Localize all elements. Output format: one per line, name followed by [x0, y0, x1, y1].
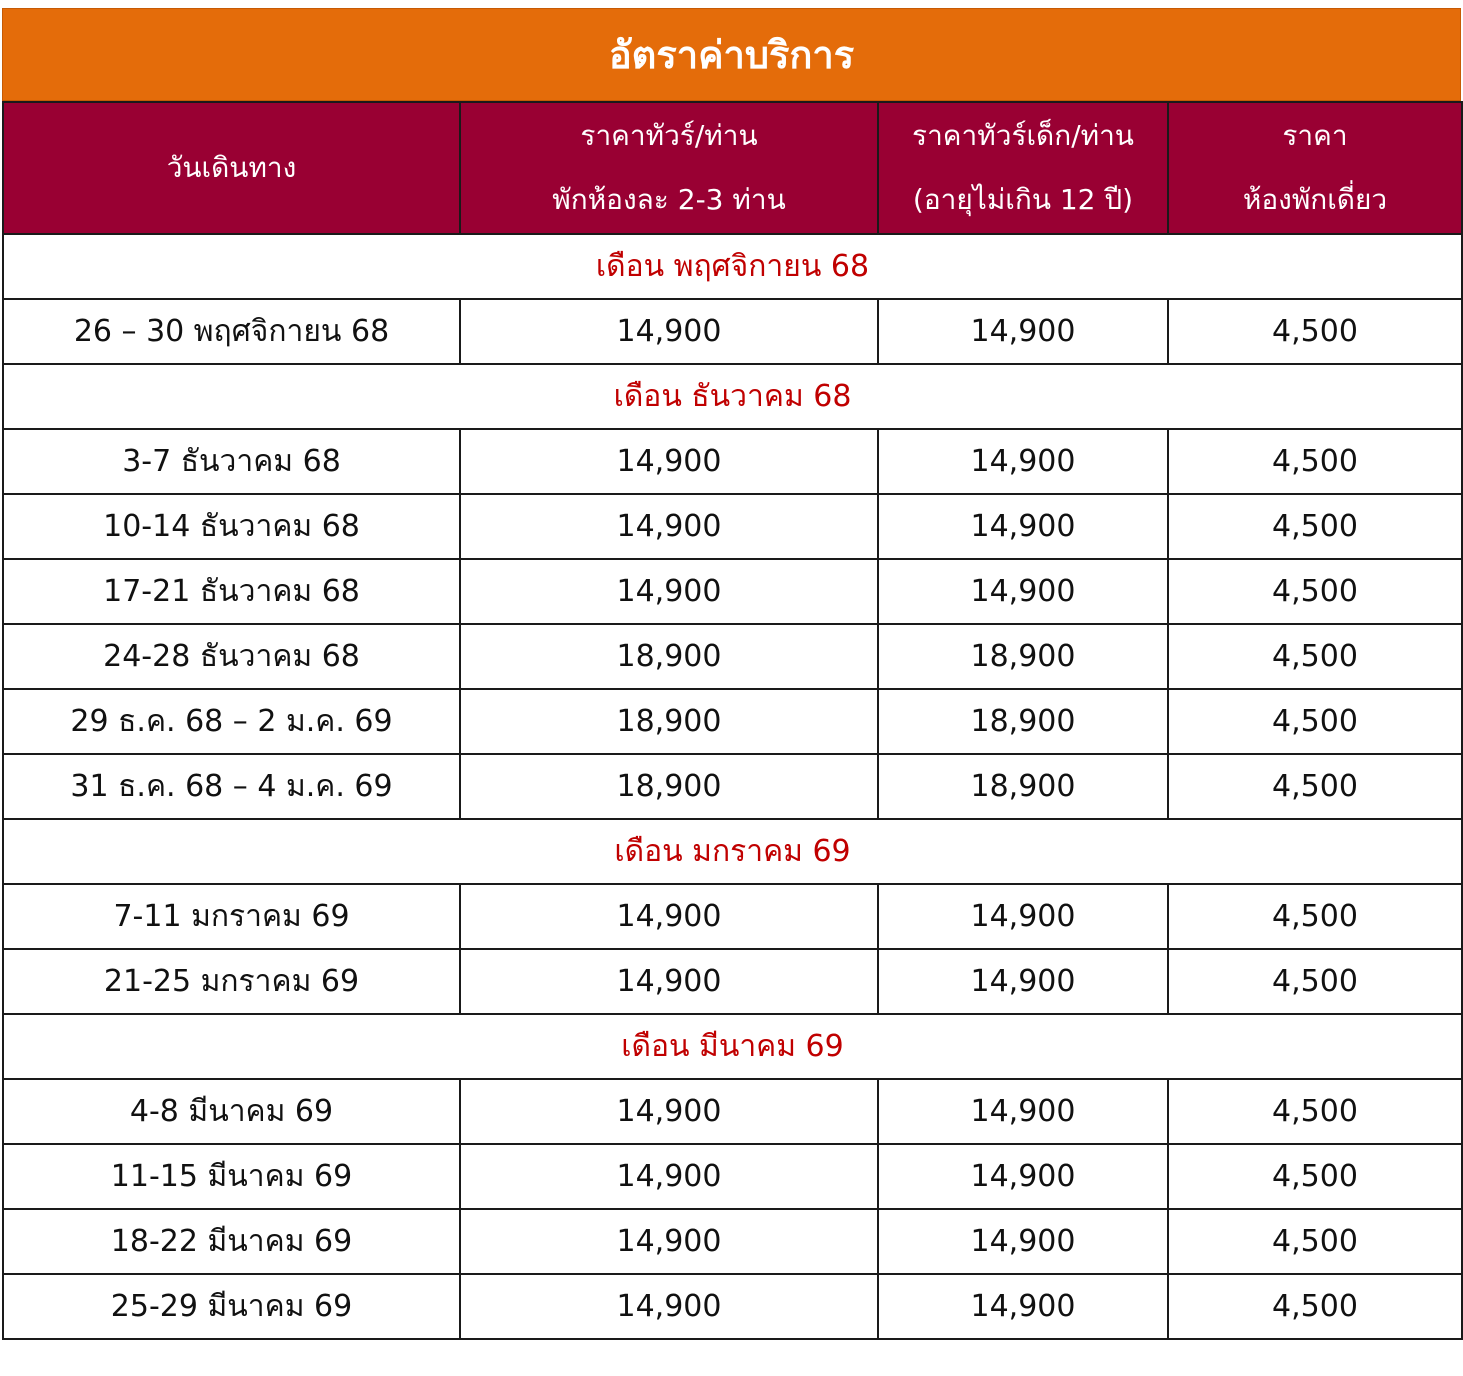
cell-single: 4,500: [1168, 1079, 1462, 1144]
cell-date: 10-14 ธันวาคม 68: [3, 494, 460, 559]
cell-adult: 18,900: [460, 624, 878, 689]
table-row: [3, 754, 1462, 819]
header-adult-line1: ราคาทัวร์/ท่าน: [580, 119, 758, 152]
cell-single: 4,500: [1168, 884, 1462, 949]
header-adult-line2: พักห้องละ 2-3 ท่าน: [552, 183, 786, 216]
cell-adult: 14,900: [460, 299, 878, 364]
cell-child: 14,900: [878, 1274, 1168, 1339]
cell-single: 4,500: [1168, 559, 1462, 624]
cell-single: 4,500: [1168, 1144, 1462, 1209]
cell-date: 21-25 มกราคม 69: [3, 949, 460, 1014]
price-table-container: [2, 8, 1461, 1340]
table-row: [3, 494, 1462, 559]
table-row: [3, 1144, 1462, 1209]
header-child-price: [878, 102, 1168, 234]
table-row: [3, 689, 1462, 754]
cell-single: 4,500: [1168, 949, 1462, 1014]
cell-date: 18-22 มีนาคม 69: [3, 1209, 460, 1274]
cell-child: 14,900: [878, 494, 1168, 559]
cell-single: 4,500: [1168, 624, 1462, 689]
month-label: เดือน ธันวาคม 68: [3, 364, 1462, 429]
header-single-line1: ราคา: [1282, 119, 1348, 152]
cell-child: 14,900: [878, 429, 1168, 494]
cell-child: 14,900: [878, 949, 1168, 1014]
month-label: เดือน พฤศจิกายน 68: [3, 234, 1462, 299]
cell-child: 18,900: [878, 754, 1168, 819]
header-single-room: [1168, 102, 1462, 234]
cell-date: 4-8 มีนาคม 69: [3, 1079, 460, 1144]
table-row: [3, 884, 1462, 949]
cell-date: 29 ธ.ค. 68 – 2 ม.ค. 69: [3, 689, 460, 754]
cell-child: 14,900: [878, 1144, 1168, 1209]
month-row: [3, 364, 1462, 429]
cell-child: 14,900: [878, 299, 1168, 364]
table-row: [3, 299, 1462, 364]
header-single-line2: ห้องพักเดี่ยว: [1242, 183, 1388, 216]
cell-adult: 14,900: [460, 494, 878, 559]
cell-child: 14,900: [878, 1079, 1168, 1144]
cell-single: 4,500: [1168, 754, 1462, 819]
cell-child: 14,900: [878, 1209, 1168, 1274]
cell-date: 3-7 ธันวาคม 68: [3, 429, 460, 494]
cell-date: 26 – 30 พฤศจิกายน 68: [3, 299, 460, 364]
cell-date: 11-15 มีนาคม 69: [3, 1144, 460, 1209]
cell-single: 4,500: [1168, 1274, 1462, 1339]
cell-date: 7-11 มกราคม 69: [3, 884, 460, 949]
cell-adult: 14,900: [460, 1274, 878, 1339]
cell-single: 4,500: [1168, 299, 1462, 364]
cell-adult: 14,900: [460, 559, 878, 624]
month-label: เดือน มกราคม 69: [3, 819, 1462, 884]
header-row: [3, 102, 1462, 234]
cell-adult: 14,900: [460, 1079, 878, 1144]
cell-child: 14,900: [878, 559, 1168, 624]
cell-adult: 18,900: [460, 754, 878, 819]
cell-adult: 14,900: [460, 1209, 878, 1274]
price-table: [2, 101, 1463, 1340]
cell-child: 18,900: [878, 624, 1168, 689]
cell-adult: 14,900: [460, 429, 878, 494]
cell-single: 4,500: [1168, 1209, 1462, 1274]
cell-adult: 18,900: [460, 689, 878, 754]
cell-date: 25-29 มีนาคม 69: [3, 1274, 460, 1339]
cell-single: 4,500: [1168, 689, 1462, 754]
cell-child: 14,900: [878, 884, 1168, 949]
header-date: วันเดินทาง: [3, 102, 460, 234]
table-title: อัตราค่าบริการ: [2, 8, 1461, 101]
table-row: [3, 429, 1462, 494]
header-child-line2: (อายุไม่เกิน 12 ปี): [912, 183, 1134, 216]
cell-date: 17-21 ธันวาคม 68: [3, 559, 460, 624]
table-row: [3, 949, 1462, 1014]
header-adult-price: [460, 102, 878, 234]
month-row: [3, 819, 1462, 884]
cell-adult: 14,900: [460, 884, 878, 949]
month-row: [3, 1014, 1462, 1079]
cell-adult: 14,900: [460, 1144, 878, 1209]
table-row: [3, 1274, 1462, 1339]
cell-date: 31 ธ.ค. 68 – 4 ม.ค. 69: [3, 754, 460, 819]
cell-adult: 14,900: [460, 949, 878, 1014]
cell-child: 18,900: [878, 689, 1168, 754]
month-row: [3, 234, 1462, 299]
table-body: [3, 234, 1462, 1339]
table-row: [3, 559, 1462, 624]
cell-single: 4,500: [1168, 429, 1462, 494]
table-row: [3, 1079, 1462, 1144]
cell-date: 24-28 ธันวาคม 68: [3, 624, 460, 689]
month-label: เดือน มีนาคม 69: [3, 1014, 1462, 1079]
header-child-line1: ราคาทัวร์เด็ก/ท่าน: [912, 119, 1134, 152]
cell-single: 4,500: [1168, 494, 1462, 559]
table-row: [3, 624, 1462, 689]
table-row: [3, 1209, 1462, 1274]
